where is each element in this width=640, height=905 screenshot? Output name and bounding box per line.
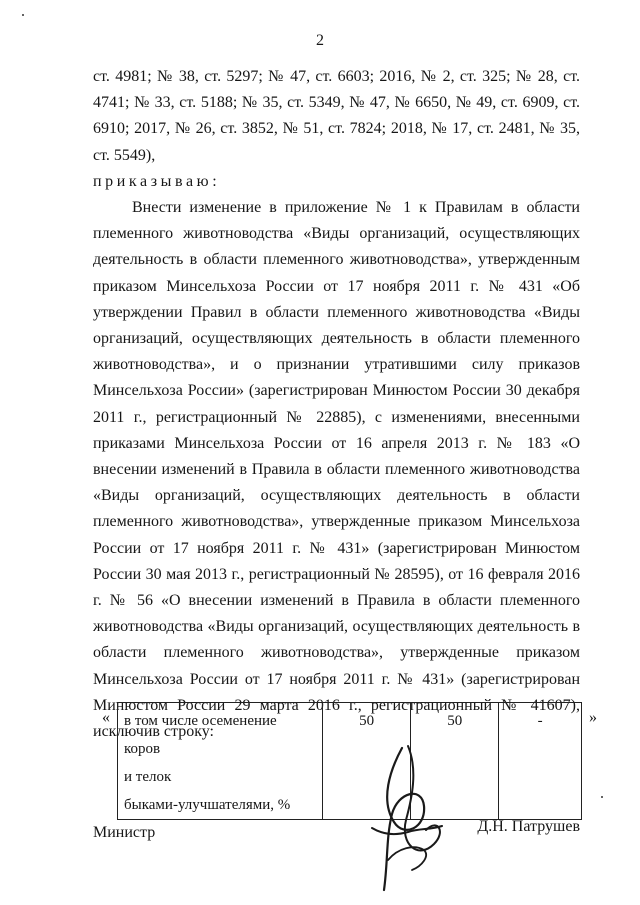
table-row <box>118 703 582 820</box>
signatory-name: Д.Н. Патрушев <box>477 818 580 835</box>
handwritten-signature <box>368 740 458 900</box>
quote-open: « <box>102 709 110 726</box>
value-cell-1: 50 <box>323 703 411 820</box>
quote-close: » <box>589 709 597 726</box>
description-line: и телок <box>124 769 172 785</box>
body-text <box>93 64 580 745</box>
row-description <box>118 703 323 820</box>
value-cell-3: - <box>499 703 582 820</box>
main-paragraph: Внести изменение в приложение № 1 к Правилам в области племенного животноводства «Виды организаций, осуществляющих деятельность в области племенного животноводства», утвержденным приказом Минсельхоза России от 17 ноября 2011 г. № 431 «Об утверждении Правил в области племенного животноводства «Виды организаций, осуществляющих деятельность в области племенного животноводства», и о признании утратившими силу приказов Минсельхоза России» (зарегистрирован Минюстом России 30 декабря 2011 г., регистрационный № 22885), с изменениями, внесенными приказами Минсельхоза России от 16 апреля 2013 г. № 183 «О внесении изменений в Правила в области племенного животноводства «Виды организаций, осуществляющих деятельность в области племенного животноводства», утвержденные приказом Минсельхоза России от 17 ноября 2011 г. № 431» (зарегистрирован Минюстом России 30 мая 2013 г., регистрационный № 28595), от 16 февраля 2016 г. № 56 «О внесении изменений в Правила в области племенного животноводства «Виды организаций, осуществляющих деятельность в области племенного животноводства», утвержденные приказом Минсельхоза России от 17 ноября 2011 г. № 431» (зарегистрирован Минюстом России 29 марта 2016 г., регистрационный № 41607), исключив строку: <box>93 199 580 741</box>
page-number: 2 <box>316 32 324 49</box>
signatory-position: Министр <box>93 824 156 841</box>
description-line: в том числе осеменение коров <box>124 713 277 757</box>
scan-speck <box>22 14 24 16</box>
scan-speck <box>601 796 603 798</box>
continuation-text: ст. 4981; № 38, ст. 5297; № 47, ст. 6603; 2016, № 2, ст. 325; № 28, ст. 4741; № 33, ст. 5188; № 35, ст. 5349, № 47, № 6650, № 49, ст. 6909, ст. 6910; 2017, № 26, ст. 3852, № 51, ст. 7824; 2018, № 17, ст. 2481, № 35, ст. 5549), <box>93 68 580 164</box>
excluded-row-table <box>117 702 582 820</box>
value-cell-2: 50 <box>411 703 499 820</box>
description-line: быками-улучшателями, % <box>124 797 291 813</box>
order-word: приказываю: <box>93 172 221 190</box>
